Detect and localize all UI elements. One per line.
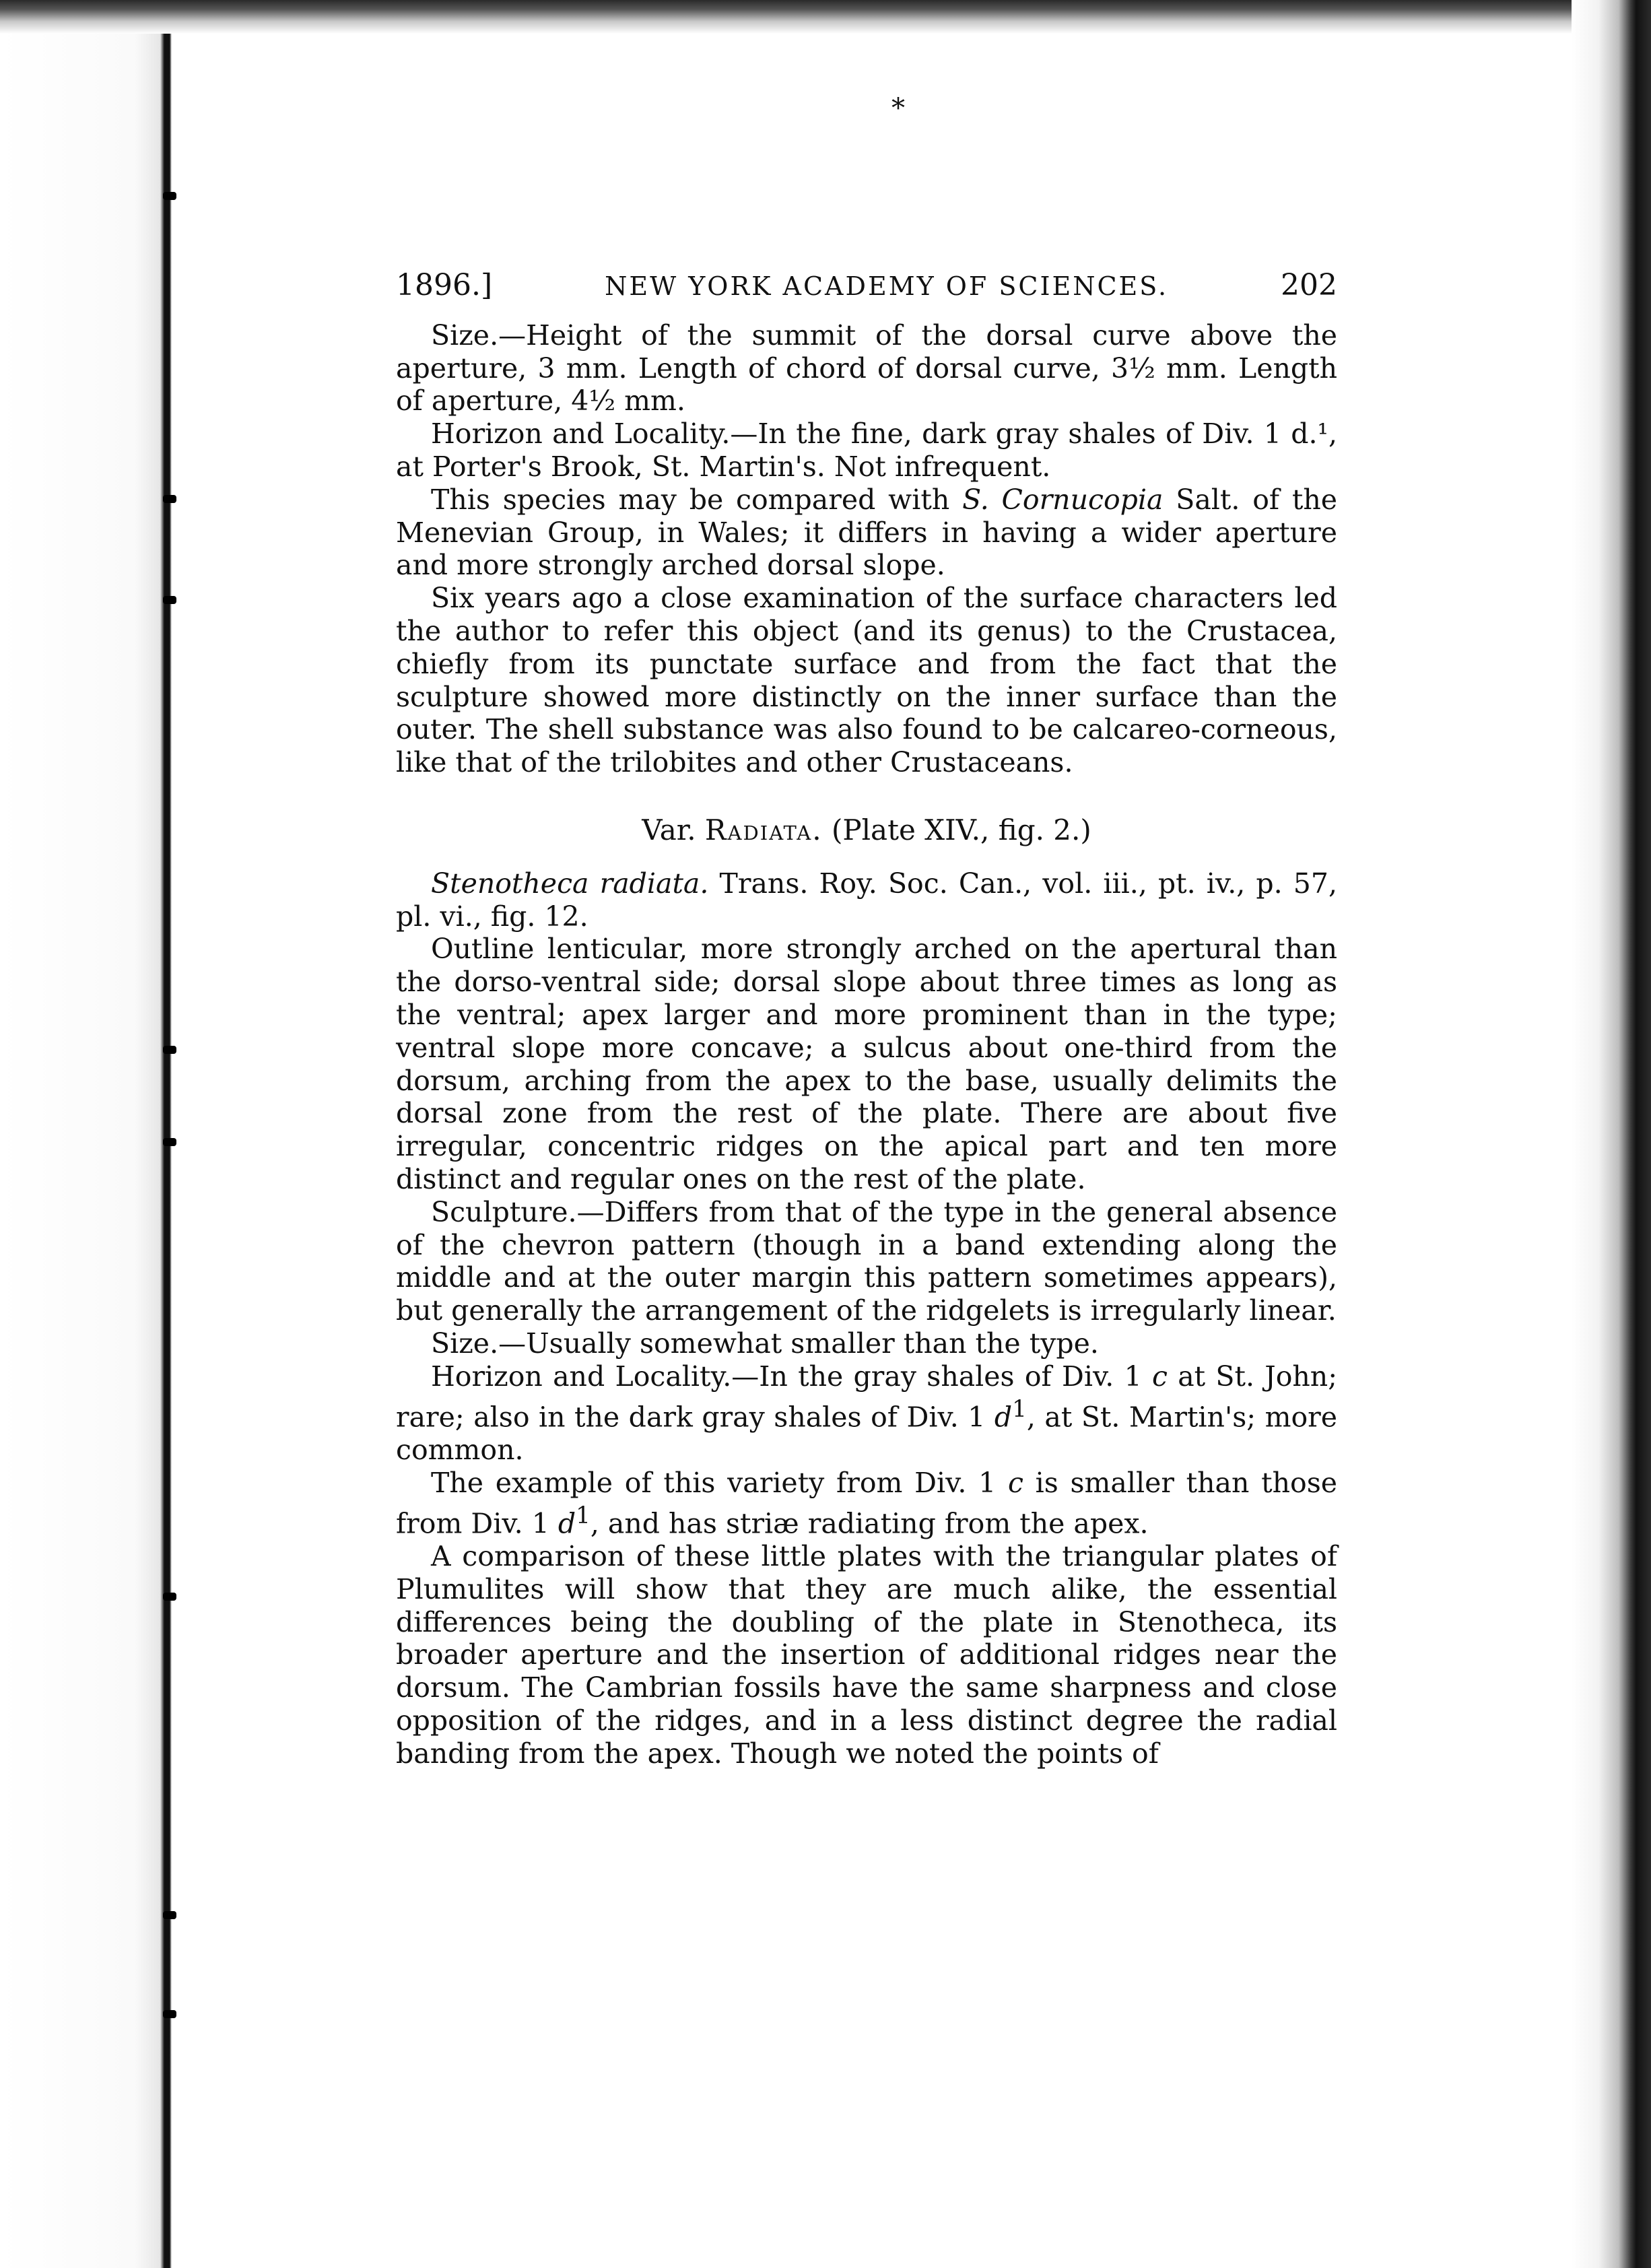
- running-header: [396, 269, 1337, 303]
- paragraph-plumulites: A comparison of these little plates with the triangular plates of Plumulites will show that they are much alike, the essential differences being the doubling of the plate in Stenotheca, its broader aperture and the insertion of additional ridges near the dorsum. The Cambrian fossils have the same sharpness and close opposition of the ridges, and in a less distinct degree the radial banding from the apex. Though we noted the points of: [396, 1540, 1337, 1770]
- page-body: [396, 269, 1337, 1770]
- ornament-mark: *: [891, 93, 905, 124]
- paragraph-size: Size.—Height of the summit of the dorsal curve above the aperture, 3 mm. Length of chord of dorsal curve, 3½ mm. Length of aperture, 4½ mm.: [396, 319, 1337, 418]
- scan-top-edge: [0, 0, 1651, 34]
- paragraph-surface: Six years ago a close examination of the surface characters led the author to refer this object (and its genus) to the Crustacea, chiefly from its punctate surface and from the fact that the sculpture showed more distinctly on the inner surface than the outer. The shell substance was also found to be calcareo-corneous, like that of the trilobites and other Crustaceans.: [396, 582, 1337, 779]
- paragraph-comparison: This species may be compared with S. Cornucopia Salt. of the Menevian Group, in Wales; it differs in having a wider aperture and more strongly arched dorsal slope.: [396, 483, 1337, 582]
- binding-mark: [163, 1911, 176, 1919]
- binding-mark: [163, 192, 176, 200]
- binding-mark: [163, 1138, 176, 1146]
- paragraph-reference: Stenotheca radiata. Trans. Roy. Soc. Can., vol. iii., pt. iv., p. 57, pl. vi., fig. 12.: [396, 867, 1337, 933]
- paragraph-example: The example of this variety from Div. 1 c is smaller than those from Div. 1 $d^1$, and has striæ radiating from the apex.: [396, 1466, 1337, 1540]
- section-heading: Var. Radiata. (Plate XIV., fig. 2.): [642, 813, 1091, 846]
- header-year: 1896.]: [396, 268, 493, 302]
- paragraph-size-variety: Size.—Usually somewhat smaller than the type.: [431, 1327, 1099, 1360]
- binding-mark: [163, 596, 176, 604]
- binding-mark: [163, 1593, 176, 1601]
- paragraph-outline: Outline lenticular, more strongly arched on the apertural than the dorso-ventral side; dorsal slope about three times as long as the ventral; apex larger and more prominent than in the type; ventral slope more concave; a sulcus about one-third from the dorsum, arching from the apex to the base, usually delimits the dorsal zone from the rest of the plate. There are about five irregular, concentric ridges on the apical part and ten more distinct and regular ones on the rest of the plate.: [396, 933, 1337, 1195]
- paragraph-horizon-variety: Horizon and Locality.—In the gray shales of Div. 1 c at St. John; rare; also in the dark gray shales of Div. 1 $d^1$, at St. Martin's; more common.: [396, 1360, 1338, 1466]
- paragraph-horizon: Horizon and Locality.—In the fine, dark gray shales of Div. 1 d.¹, at Porter's Brook, St. Martin's. Not infrequent.: [396, 418, 1337, 483]
- binding-mark: [163, 2010, 176, 2018]
- binding-mark: [163, 1046, 176, 1054]
- paragraph-sculpture: Sculpture.—Differs from that of the type in the general absence of the chevron pattern (though in a band extending along the middle and at the outer margin this pattern sometimes appears), but generally the arrangement of the ridgelets is irregularly linear.: [396, 1195, 1337, 1327]
- header-page-number: 202: [1281, 268, 1337, 302]
- binding-mark: [163, 495, 176, 503]
- book-right-edge: [1572, 0, 1651, 2268]
- header-title: NEW YORK ACADEMY OF SCIENCES.: [605, 271, 1169, 301]
- book-gutter-shadow: [0, 0, 172, 2268]
